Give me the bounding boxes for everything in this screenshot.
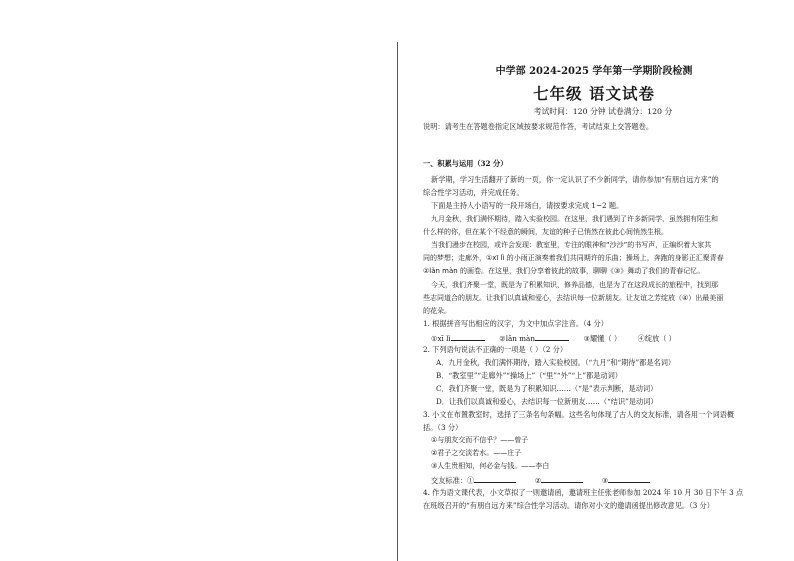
q3-blank-2[interactable] xyxy=(541,475,583,483)
q1-option-2: ②lǎn màn xyxy=(499,334,535,343)
question-4-stem-cont: 在班级召开的“有朋自远方来”综合性学习活动。请你对小文的邀请函提出修改意见。（3 分） xyxy=(423,501,714,510)
q3-quote-1: ①与朋友交而不信乎？——曾子 xyxy=(431,436,529,444)
passage-line: 些志同道合的朋友。让我们以真诚和爱心，去结识每一位新朋友。让友谊之芳绽放（④）出最美丽 xyxy=(423,294,724,302)
q1-option-1: ①xī lì xyxy=(431,334,451,343)
section-heading: 一、积累与运用（32 分） xyxy=(423,159,508,168)
instructions: 说明：请考生在答题卷指定区域按要求规范作答，考试结束上交答题卷。 xyxy=(423,122,654,131)
q3-answer-label: 交友标准：① xyxy=(431,476,475,485)
q3-blank-3-label: ③ xyxy=(601,476,609,485)
intro-line: 综合性学习活动，并完成任务。 xyxy=(423,188,524,197)
passage-line: 九月金秋，我们满怀期待，踏入实验校园。在这里，我们遇到了许多新同学，虽然拥有陌生和 xyxy=(431,215,718,223)
q1-blank-2[interactable] xyxy=(535,333,569,341)
q3-answer-row xyxy=(431,475,650,485)
q1-option-3[interactable]: ③耀懂（ ） xyxy=(583,334,622,343)
passage-line: 什么样的你，但在某个不经意的瞬间，友谊的种子已悄然在彼此心间悄然生根。 xyxy=(423,228,668,236)
q3-quote-3: ③人生贵相知，何必金与钱。——李白 xyxy=(431,462,550,470)
q2-option-a: A．九月金秋，我们满怀期待，踏入实验校园。（“九月”和“期待”都是名词） xyxy=(436,358,676,367)
passage-line: ②lǎn màn 的画卷。在这里，我们分享着彼此的故事，聊聊《③》舞动了我们的青春记忆。 xyxy=(423,267,705,275)
q3-blank-2-label: ② xyxy=(534,476,542,485)
question-3-stem: 3. 小文在布置教室时，选择了三条名句条幅。这些名句体现了古人的交友标准，请各用一个词语概 xyxy=(423,410,735,419)
exam-title: 七年级 语文试卷 xyxy=(533,84,655,103)
passage-line: 今天，我们齐聚一堂，既是为了积累知识，修养品德，也是为了在这段成长的旅程中，找到那 xyxy=(431,281,718,289)
q2-option-c: C．我们齐聚一堂，既是为了积累知识……（“是”表示判断，是动词） xyxy=(436,384,658,393)
question-2-stem: 2. 下列语句说法不正确的一项是（ ）（2 分） xyxy=(423,345,568,354)
q1-option-4[interactable]: ④绽放（ ） xyxy=(637,334,676,343)
q2-option-b: B．“教室里”“走廊外”“操场上”（“里”“外”“上”都是动词） xyxy=(436,371,622,380)
question-1-answers xyxy=(431,333,676,343)
exam-meta: 考试时间：120 分钟 试卷满分：120 分 xyxy=(533,107,673,116)
q3-quote-2: ②君子之交淡若水。——庄子 xyxy=(431,449,522,457)
passage-line: 的花朵。 xyxy=(423,307,451,315)
q1-blank-1[interactable] xyxy=(451,333,485,341)
intro-line: 下面是主持人小语写的一段开场白，请按要求完成 1~2 题。 xyxy=(431,201,624,210)
intro-line: 新学期，学习生活翻开了新的一页，你一定认识了不少新同学，请你参加“有朋自远方来”的 xyxy=(431,175,719,184)
binding-line xyxy=(397,42,398,561)
q2-option-d: D．让我们以真诚和爱心，去结识每一位新朋友……（“结识”是动词） xyxy=(436,397,658,406)
passage-line: 同的梦想；走廊外，①xī lì 的小雨正演奏着我们共同期许的乐曲；操场上，奔跑的身影正汇聚青春 xyxy=(423,254,724,262)
school-title: 中学部 2024-2025 学年第一学期阶段检测 xyxy=(495,66,693,77)
question-3-stem-cont: 括。（3 分） xyxy=(423,423,463,432)
q3-blank-3[interactable] xyxy=(608,475,650,483)
q3-blank-1[interactable] xyxy=(474,475,516,483)
question-4-stem: 4. 作为语文课代表，小文草拟了一则邀请函，邀请班主任张老师参加 2024 年 10 月 30 日下午 3 点 xyxy=(423,488,744,497)
passage-line: 当我们漫步在校园，或许会发现：教室里，专注的眼神和“沙沙”的书写声，正编织着大家共 xyxy=(431,241,712,249)
question-1-stem: 1. 根据拼音写出相应的汉字，为文中加点字注音。（4 分） xyxy=(423,319,608,328)
